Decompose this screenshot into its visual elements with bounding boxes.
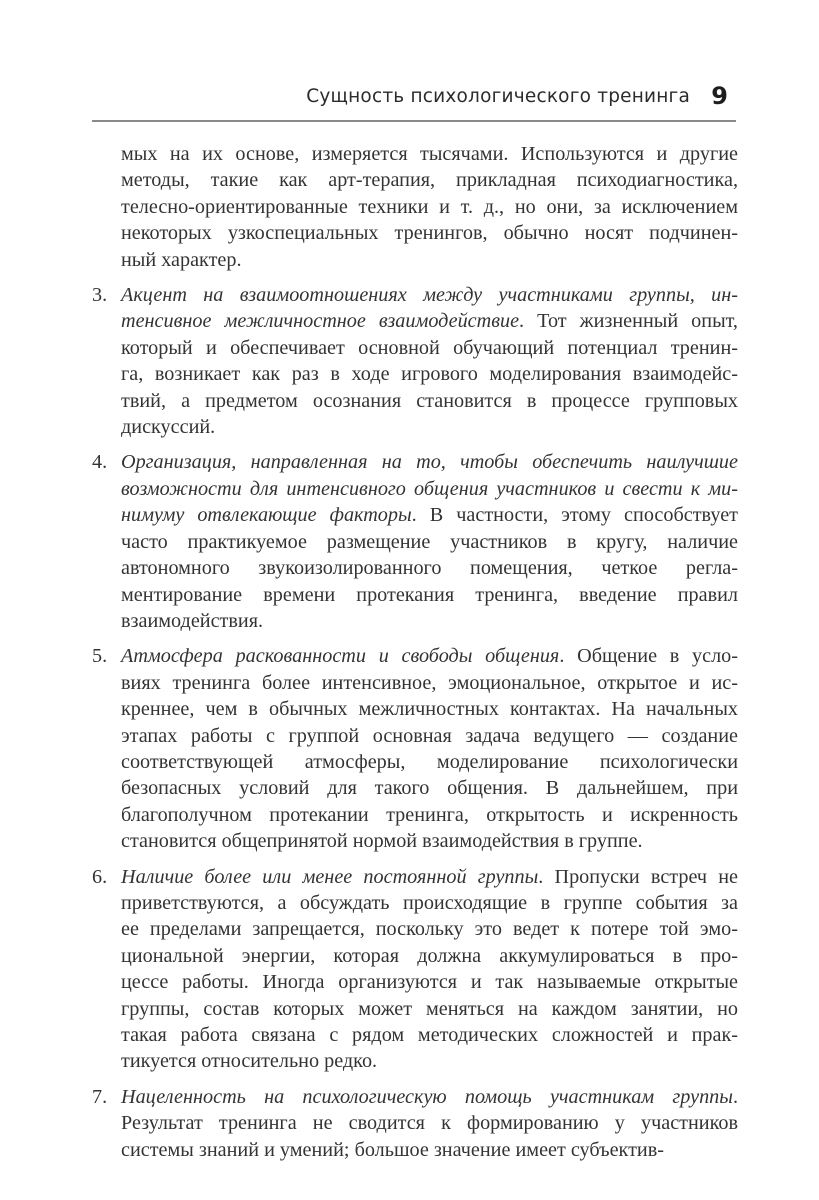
text-line: некоторых узкоспециальных тренингов, обычно носят подчинен- <box>121 222 738 245</box>
item-text: виях тренинга более интенсивное, эмоциональное, открытое и ис- <box>121 671 738 694</box>
text-line <box>121 864 738 890</box>
page-body <box>92 141 738 1163</box>
text-line <box>121 1022 738 1048</box>
list-item-text <box>92 282 738 440</box>
list-item-text <box>92 643 738 854</box>
list-item <box>92 864 738 1075</box>
item-text: группы, состав которых может меняться на каждом занятии, но <box>121 997 738 1020</box>
text-line <box>121 308 738 334</box>
page-number: 9 <box>711 82 728 110</box>
item-text: . Тот жизненный опыт, <box>519 310 738 333</box>
text-line <box>121 802 738 828</box>
list-item <box>92 282 738 440</box>
text-line <box>121 582 738 608</box>
text-line <box>121 943 738 969</box>
text-line <box>121 388 738 414</box>
item-text: Результат тренинга не сводится к формированию у участников <box>121 1112 738 1135</box>
item-heading: возможности для интенсивного общения участников и свести к ми- <box>121 477 738 500</box>
list-item <box>92 643 738 854</box>
item-text: становится общепринятой нормой взаимодействия в группе. <box>121 830 643 853</box>
item-text: циональной энергии, которая должна аккумулироваться в про- <box>121 944 738 967</box>
list-item-number: 7. <box>92 1085 108 1108</box>
item-text: ментирование времени протекания тренинга, введение правил <box>121 583 738 606</box>
text-line <box>121 1110 738 1136</box>
item-text: га, возникает как раз в ходе игрового моделирования взаимодейс- <box>121 363 738 386</box>
item-text: безопасных условий для такого общения. В дальнейшем, при <box>121 777 738 800</box>
list-item-number: 6. <box>92 865 108 888</box>
text-line <box>121 916 738 942</box>
text-line <box>121 529 738 555</box>
list-item <box>92 1084 738 1163</box>
text-line <box>121 890 738 916</box>
running-title: Сущность психологического тренинга <box>306 86 690 107</box>
item-heading: нимуму отвлекающие факторы <box>121 504 412 527</box>
item-heading: Акцент на взаимоотношениях между участниками группы, ин- <box>121 284 738 307</box>
text-line <box>121 1084 738 1110</box>
text-line <box>121 749 738 775</box>
list-item-text <box>92 1084 738 1163</box>
text-line <box>121 696 738 722</box>
text-line <box>121 723 738 749</box>
item-text: автономного звукоизолированного помещения, четкое регла- <box>121 557 738 580</box>
item-text: приветствуются, а обсуждать происходящие в группе события за <box>121 891 738 914</box>
text-line <box>121 476 738 502</box>
list-item-number: 4. <box>92 451 108 474</box>
item-heading: Организация, направленная на то, чтобы обеспечить наилучшие <box>121 451 738 474</box>
item-heading: Нацеленность на психологическую помощь участникам группы <box>121 1085 733 1108</box>
item-text: цессе работы. Иногда организуются и так называемые открытые <box>121 971 738 994</box>
numbered-list <box>92 282 738 1163</box>
text-line <box>121 449 738 475</box>
text-line: мых на их основе, измеряется тысячами. Используются и другие <box>121 143 738 165</box>
item-text: . Общение в усло- <box>559 645 738 668</box>
text-line <box>121 361 738 387</box>
list-item-number: 5. <box>92 645 108 668</box>
text-line <box>121 969 738 995</box>
item-text: . Пропуски встреч не <box>538 865 738 888</box>
intro-paragraph <box>92 141 738 273</box>
running-header <box>92 82 736 114</box>
item-text: тикуется относительно редко. <box>121 1050 378 1073</box>
item-text: креннее, чем в обычных межличностных контактах. На начальных <box>121 698 738 721</box>
item-text: дискуссий. <box>121 416 216 439</box>
item-text: системы знаний и умений; большое значение имеет субъектив- <box>121 1138 664 1161</box>
item-text: этапах работы с группой основная задача ведущего — создание <box>121 724 738 747</box>
item-heading: Атмосфера раскованности и свободы общения <box>121 645 560 668</box>
item-text: . <box>732 1085 738 1108</box>
text-line <box>121 502 738 528</box>
text-line <box>121 670 738 696</box>
list-item <box>92 449 738 634</box>
item-text: часто практикуемое размещение участников в кругу, наличие <box>121 530 738 553</box>
item-heading: тенсивное межличностное взаимодействие <box>121 310 520 333</box>
text-line <box>121 555 738 581</box>
item-text: . В частности, этому способствует <box>411 504 738 527</box>
text-line: методы, такие как арт-терапия, прикладная психодиагностика, <box>121 169 738 192</box>
item-text: ее пределами запрещается, поскольку это ведет к потере той эмо- <box>121 918 738 941</box>
text-line <box>121 1137 738 1163</box>
item-text: взаимодействия. <box>121 609 264 632</box>
text-line <box>121 1048 738 1074</box>
item-heading: Наличие более или менее постоянной группы <box>121 865 539 888</box>
text-line: ный характер. <box>121 248 242 271</box>
item-text: соответствующей атмосферы, моделирование психологически <box>121 750 738 773</box>
text-line: телесно-ориентированные техники и т. д., но они, за исключением <box>121 195 738 218</box>
text-line <box>121 996 738 1022</box>
item-text: благополучном протекании тренинга, открытость и искренность <box>121 803 738 826</box>
text-line <box>121 775 738 801</box>
text-line <box>121 828 738 854</box>
header-rule <box>92 120 736 122</box>
text-line <box>121 608 738 634</box>
text-line <box>121 335 738 361</box>
item-text: твий, а предметом осознания становится в процессе групповых <box>121 389 738 412</box>
text-line <box>121 282 738 308</box>
text-line <box>121 414 738 440</box>
list-item-number: 3. <box>92 284 108 307</box>
text-line <box>121 643 738 669</box>
list-item-text <box>92 449 738 634</box>
item-text: такая работа связана с рядом методических сложностей и прак- <box>121 1024 738 1046</box>
item-text: который и обеспечивает основной обучающий потенциал тренин- <box>121 336 738 359</box>
list-item-text <box>92 864 738 1075</box>
